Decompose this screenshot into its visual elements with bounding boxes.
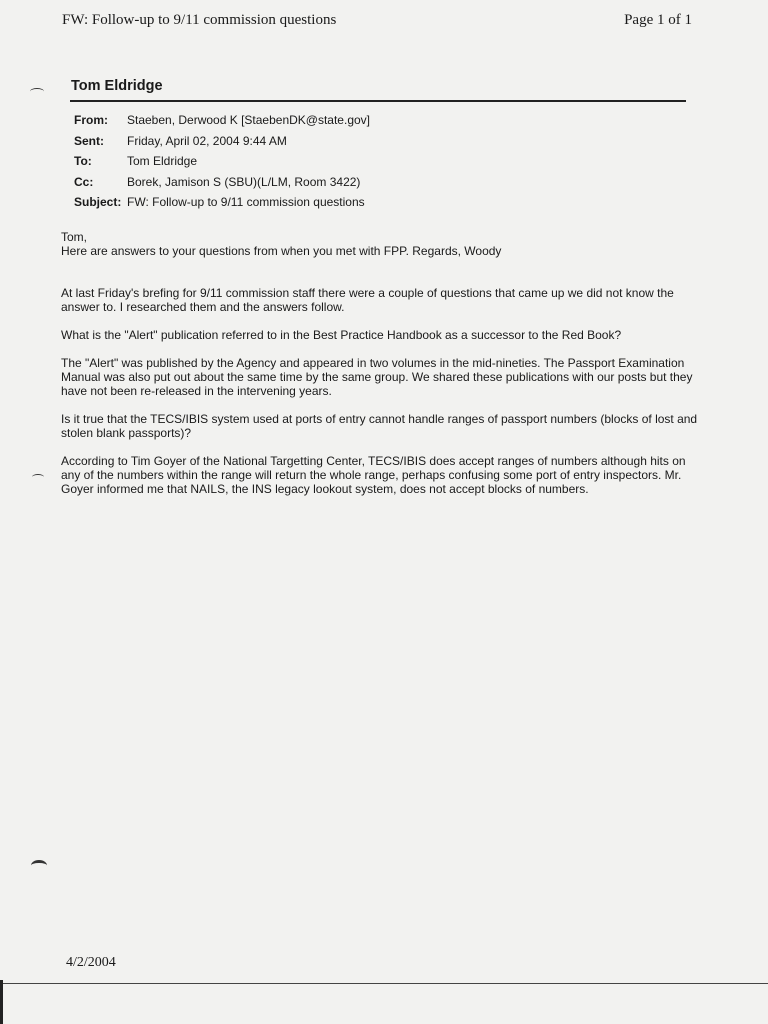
header-row-sent [74,131,370,152]
sent-label: Sent: [74,133,104,148]
print-header-title: FW: Follow-up to 9/11 commission questions [62,12,337,28]
print-header [62,11,692,29]
scan-mark-middle [32,474,44,480]
intro-line: Here are answers to your questions from when you met with FPP. Regards, Woody [61,244,502,258]
cc-label: Cc: [74,174,94,189]
greeting: Tom, [61,230,88,244]
body-paragraph-context: At last Friday's brefing for 9/11 commission staff there were a couple of questions that came up we did not know the answer to. I researched them and the answers follow. [61,286,674,314]
header-row-from [74,110,370,131]
answer-1: The "Alert" was published by the Agency and appeared in two volumes in the mid-nineties. The Passport Examination Manual was also put out about the same time by the same group. We shared these publications with our posts but they have not been re-released in the intervening years. [61,356,693,398]
answer-2: According to Tim Goyer of the National Targetting Center, TECS/IBIS does accept ranges of numbers although hits on any of the numbers within the range will return the whole range, perhaps confusing some port of entry inspectors. Mr. Goyer informed me that NAILS, the INS legacy lookout system, does not accept blocks of numbers. [61,454,686,496]
page-number: Page 1 of 1 [624,12,692,28]
question-1: What is the "Alert" publication referred to in the Best Practice Handbook as a successor to the Red Book? [61,328,622,342]
mailbox-owner-name: Tom Eldridge [71,78,163,94]
from-value: Staeben, Derwood K [StaebenDK@state.gov] [127,113,370,127]
header-row-subject [74,192,370,213]
body-opening [61,230,701,258]
header-row-cc [74,172,370,193]
email-headers [74,110,370,213]
from-label: From: [74,113,108,127]
email-body [61,230,701,510]
cc-value: Borek, Jamison S (SBU)(L/LM, Room 3422) [127,174,361,189]
scan-left-edge [0,980,3,1024]
print-footer-date: 4/2/2004 [66,955,116,970]
to-value: Tom Eldridge [127,154,198,168]
scan-mark-lower [31,860,47,871]
subject-label: Subject: [74,195,122,209]
question-2: Is it true that the TECS/IBIS system used at ports of entry cannot handle ranges of passport numbers (blocks of lost and stolen blank passports)? [61,412,698,440]
scan-bottom-line [0,983,768,984]
header-divider [70,100,686,102]
header-row-to [74,151,370,172]
subject-value: FW: Follow-up to 9/11 commission questions [127,195,365,209]
scan-mark-top [30,88,44,95]
to-label: To: [74,154,92,168]
sent-value: Friday, April 02, 2004 9:44 AM [127,133,287,148]
